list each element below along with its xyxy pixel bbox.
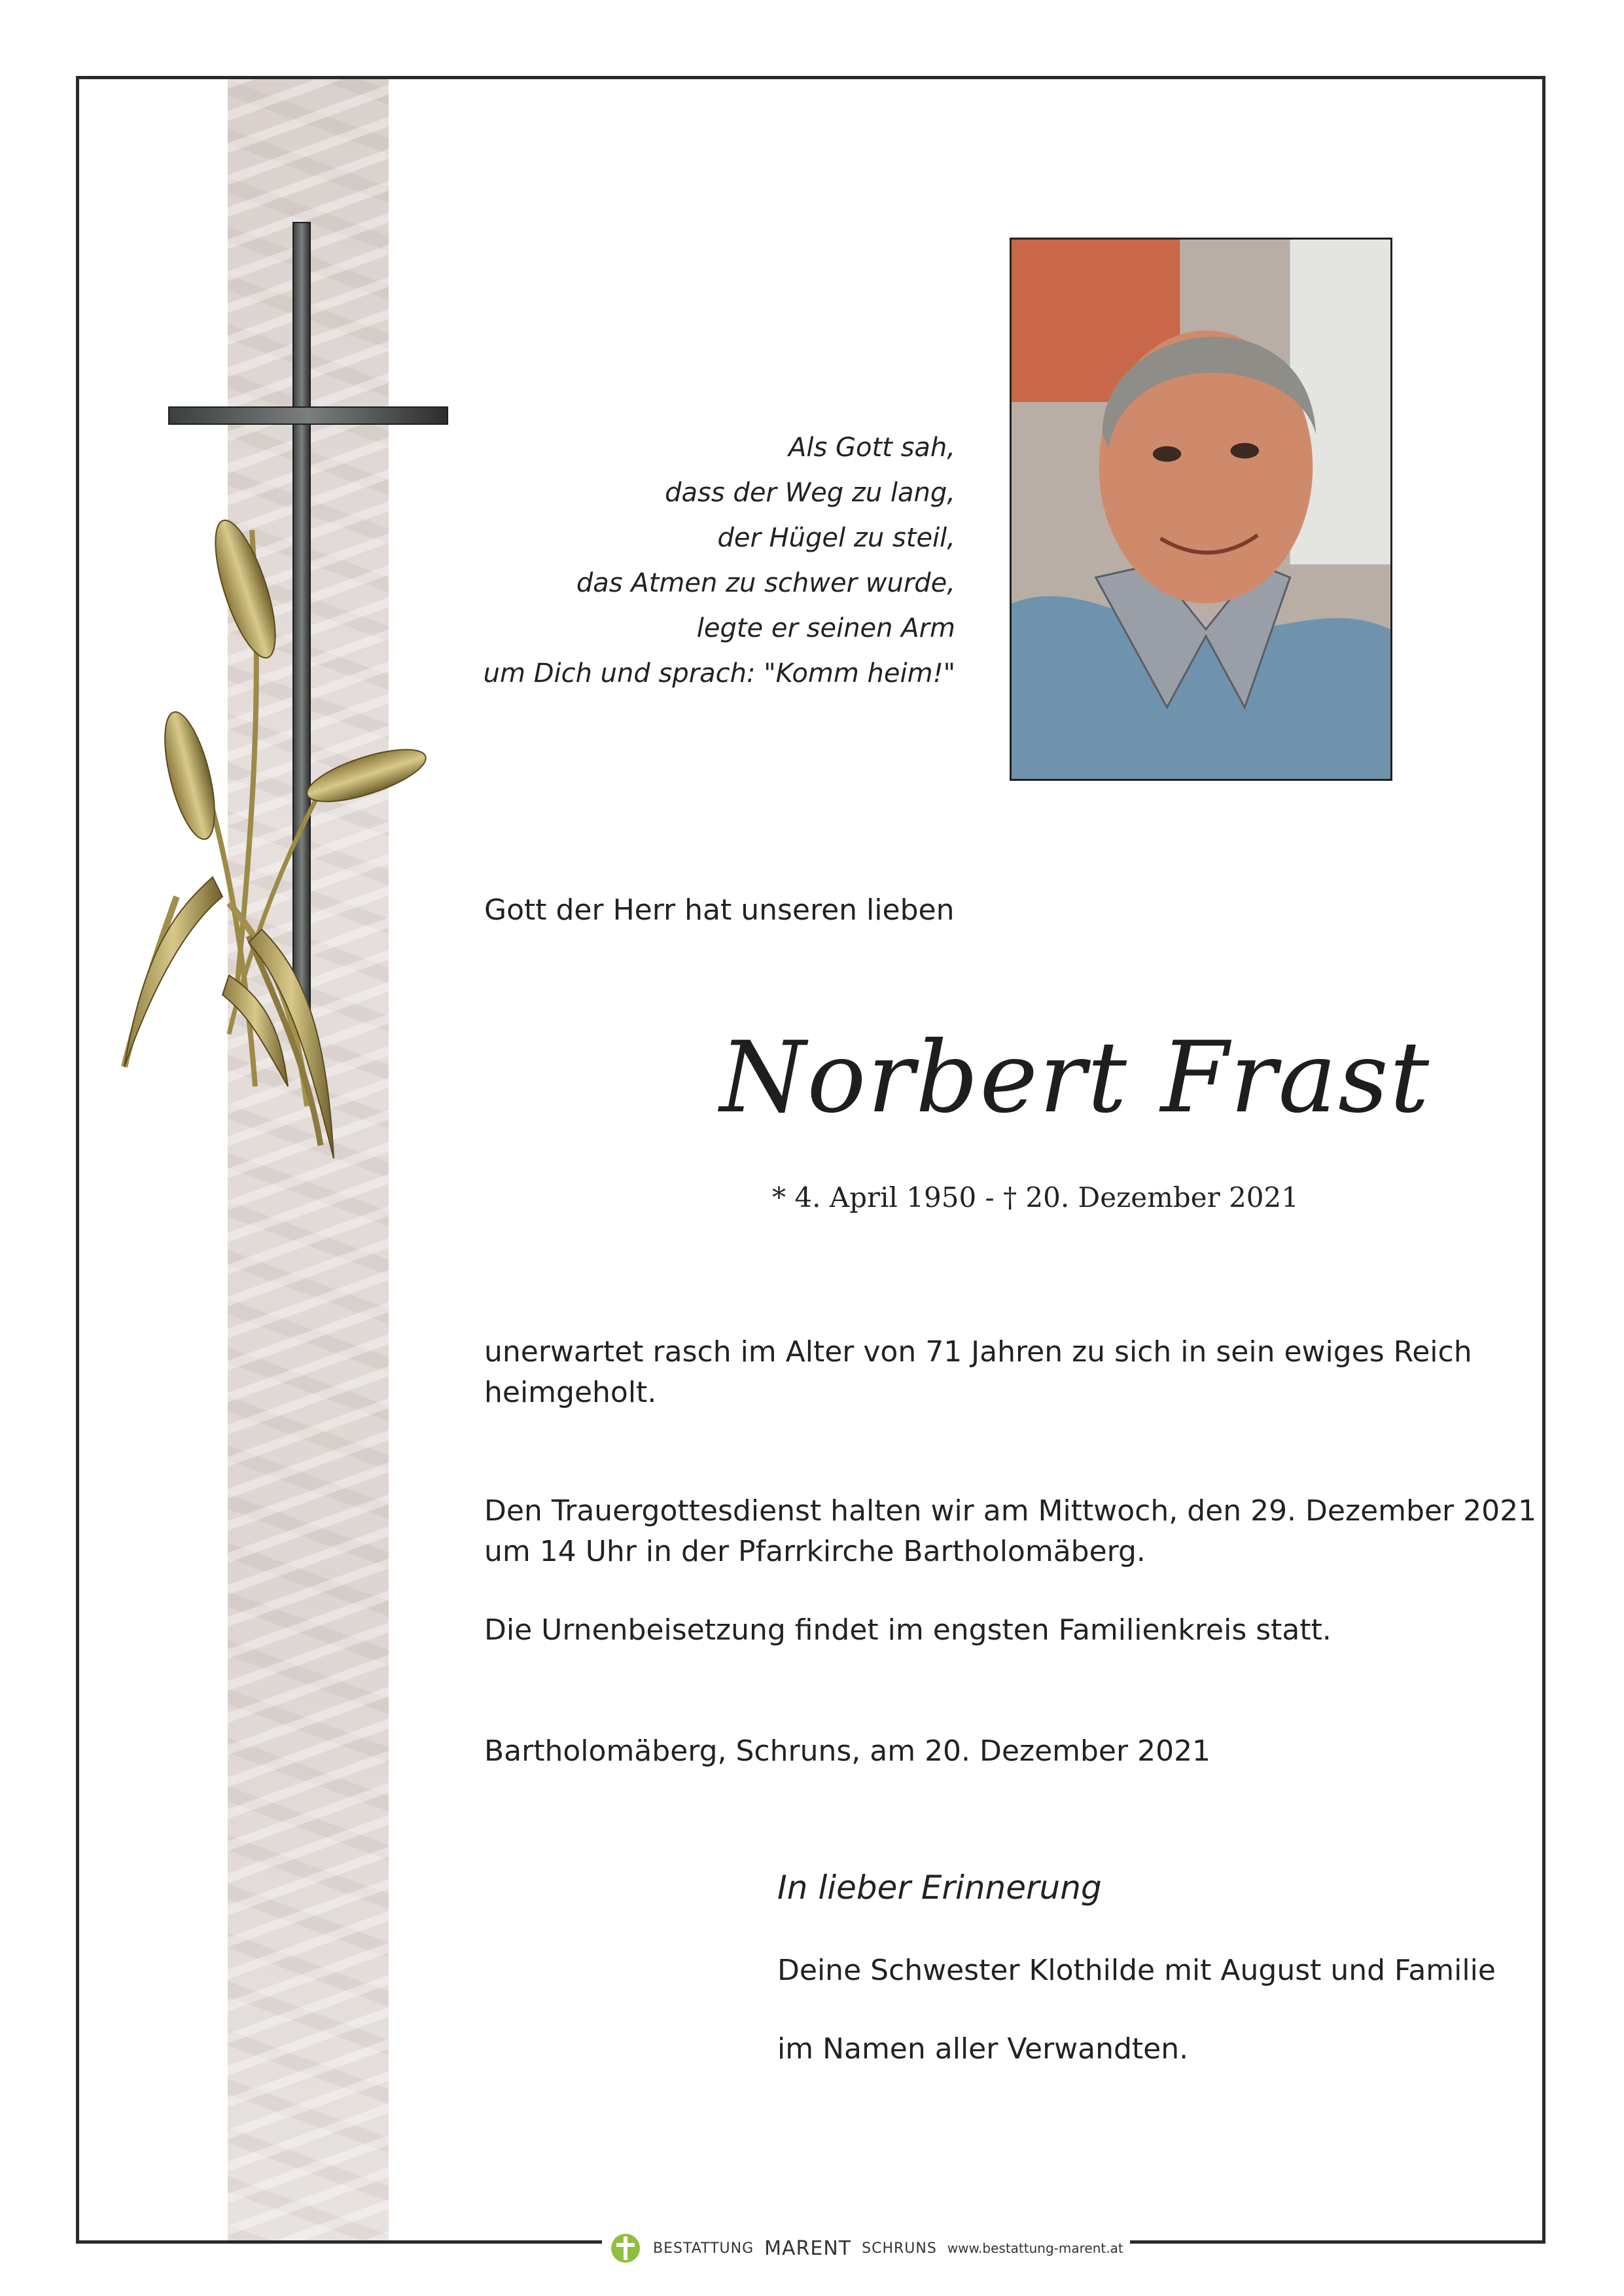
poem-line: legte er seinen Arm <box>696 613 955 643</box>
footer-url[interactable]: www.bestattung-marent.at <box>947 2240 1123 2256</box>
poem <box>458 425 955 696</box>
poem-line: das Atmen zu schwer wurde, <box>576 568 955 598</box>
signature-line: im Namen aller Verwandten. <box>777 2032 1189 2066</box>
burial-text: Die Urnenbeisetzung findet im engsten Familienkreis statt. <box>484 1613 1332 1647</box>
footer <box>602 2229 1130 2268</box>
signature-line: Deine Schwester Klothilde mit August und Familie <box>777 1954 1496 1987</box>
poem-line: Als Gott sah, <box>788 433 955 463</box>
deceased-name: Norbert Frast <box>720 1021 1431 1135</box>
footer-bestattung: BESTATTUNG <box>653 2240 754 2257</box>
intro-text: Gott der Herr hat unseren lieben <box>484 893 955 927</box>
service-text: Den Trauergottesdienst halten wir am Mittwoch, den 29. Dezember 2021 um 14 Uhr in der Pfarrkirche Bartholomäberg. <box>484 1494 1537 1568</box>
age-text: unerwartet rasch im Alter von 71 Jahren zu sich in sein ewiges Reich heimgeholt. <box>484 1335 1472 1409</box>
signature-heading: In lieber Erinnerung <box>777 1869 1102 1907</box>
poem-line: dass der Weg zu lang, <box>665 478 955 508</box>
poem-line: um Dich und sprach: "Komm heim!" <box>483 658 955 689</box>
place-date-text: Bartholomäberg, Schruns, am 20. Dezember 2021 <box>484 1734 1211 1768</box>
footer-schruns: SCHRUNS <box>862 2240 937 2257</box>
poem-line: der Hügel zu steil, <box>717 523 955 553</box>
wheat-icon <box>124 514 431 1158</box>
marent-logo-icon <box>609 2231 643 2265</box>
portrait-photo <box>1010 238 1392 781</box>
footer-marent: MARENT <box>764 2236 852 2260</box>
life-dates: * 4. April 1950 - † 20. Dezember 2021 <box>772 1181 1299 1213</box>
cross-icon <box>98 216 491 1185</box>
